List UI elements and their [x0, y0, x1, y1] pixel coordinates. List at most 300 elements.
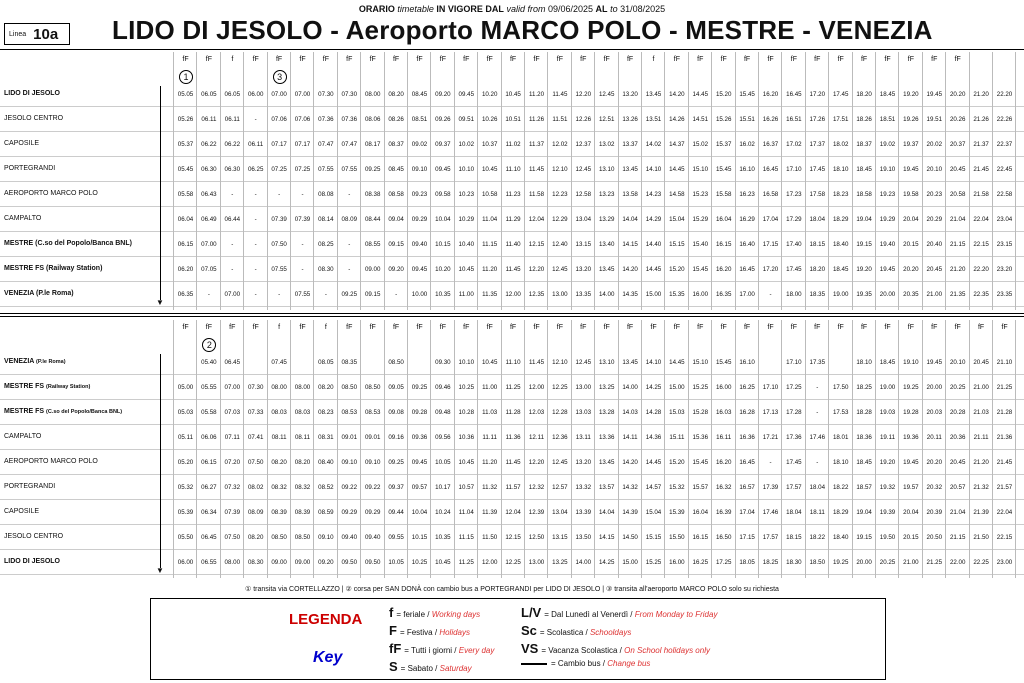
time-cell: 17.36 — [786, 434, 802, 441]
legend-en-text: From Monday to Friday — [634, 610, 718, 619]
column-divider — [501, 52, 502, 310]
time-cell: 21.45 — [996, 459, 1013, 466]
service-code: fF — [416, 324, 423, 331]
service-code: fF — [486, 324, 493, 331]
column-divider — [173, 52, 174, 310]
time-cell: 10.45 — [435, 559, 451, 566]
time-cell: - — [395, 291, 398, 298]
time-cell: 14.00 — [575, 559, 592, 566]
service-code: fF — [626, 56, 634, 63]
time-cell: 06.34 — [201, 509, 217, 516]
time-cell: 18.45 — [856, 166, 872, 173]
column-divider — [969, 320, 970, 578]
time-cell: 16.36 — [739, 434, 755, 441]
time-cell: 14.00 — [598, 291, 615, 298]
time-cell: 21.20 — [949, 266, 966, 273]
row-divider — [0, 424, 1024, 425]
time-cell: 14.32 — [622, 484, 638, 491]
time-cell: 15.50 — [669, 534, 685, 541]
time-cell: 21.39 — [973, 509, 989, 516]
time-cell: 18.04 — [809, 216, 826, 223]
column-divider — [758, 320, 759, 578]
time-cell: 19.20 — [856, 266, 872, 273]
time-cell: 06.00 — [247, 91, 264, 98]
column-divider — [454, 320, 455, 578]
service-code: fF — [509, 324, 517, 331]
time-cell: 08.20 — [247, 534, 264, 541]
orario-label: ORARIO — [358, 4, 395, 14]
time-cell: 06.15 — [177, 241, 194, 248]
stop-name — [4, 458, 98, 465]
time-cell: 13.20 — [622, 91, 638, 98]
service-code: fF — [673, 56, 680, 63]
time-cell: 13.40 — [598, 241, 615, 248]
page-title: LIDO DI JESOLO - Aeroporto MARCO POLO - MESTRE - VENEZIA — [112, 15, 933, 45]
change-bus-line-icon — [521, 663, 547, 665]
service-code: fF — [439, 56, 446, 63]
column-divider — [454, 52, 455, 310]
column-divider — [664, 52, 665, 310]
service-code: fF — [463, 324, 470, 331]
stop-name — [4, 358, 66, 365]
service-code: fF — [322, 56, 329, 63]
time-cell: 16.37 — [762, 141, 779, 148]
legend-it-text: = Vacanza Scolastica / — [541, 646, 622, 655]
column-divider — [735, 52, 736, 310]
service-code: fF — [954, 56, 961, 63]
service-code: fF — [860, 56, 868, 63]
time-cell: 15.20 — [669, 459, 685, 466]
column-divider — [384, 320, 385, 578]
time-cell: 09.20 — [388, 266, 404, 273]
time-cell: 20.10 — [949, 359, 966, 366]
time-cell: 15.00 — [645, 291, 662, 298]
time-cell: 08.32 — [271, 484, 287, 491]
stop-name — [4, 115, 63, 122]
time-cell: 08.45 — [411, 91, 428, 98]
legend-item — [521, 641, 710, 656]
row-divider — [0, 181, 1024, 182]
time-cell: 22.15 — [973, 241, 989, 248]
time-cell: 05.03 — [177, 409, 194, 416]
time-cell: 13.02 — [598, 141, 615, 148]
time-cell: 07.00 — [271, 91, 287, 98]
service-code: fF — [299, 56, 306, 63]
time-cell: 17.15 — [762, 241, 779, 248]
note-marker: 2 — [202, 338, 216, 352]
row-divider — [0, 281, 1024, 282]
time-cell: 13.45 — [598, 266, 615, 273]
time-cell: 08.44 — [364, 216, 381, 223]
stop-name — [4, 558, 60, 565]
time-cell: 16.23 — [739, 191, 755, 198]
service-code: fF — [884, 56, 891, 63]
time-cell: 18.10 — [832, 166, 849, 173]
time-cell: 09.15 — [364, 291, 381, 298]
time-cell: 09.23 — [411, 191, 428, 198]
time-cell: 07.39 — [224, 509, 241, 516]
time-cell: 11.04 — [482, 216, 498, 223]
time-cell: 18.20 — [809, 266, 826, 273]
time-cell: 08.06 — [364, 116, 381, 123]
time-cell: 06.05 — [201, 91, 217, 98]
time-cell: 15.02 — [692, 141, 709, 148]
time-cell: 09.29 — [411, 216, 428, 223]
time-cell: 14.15 — [622, 241, 638, 248]
stop-name-text: MESTRE FS (Railway Station) — [4, 265, 103, 272]
service-code: fF — [697, 324, 704, 331]
column-divider — [571, 320, 572, 578]
time-cell: 21.35 — [949, 291, 966, 298]
column-divider — [711, 52, 712, 310]
validity-line — [0, 4, 1024, 14]
stop-name-suffix: (Railway Station) — [46, 384, 91, 390]
row-divider — [0, 399, 1024, 400]
time-cell: 08.52 — [318, 484, 334, 491]
time-cell: 11.25 — [505, 384, 521, 391]
time-cell: 13.32 — [575, 484, 592, 491]
time-cell: 15.36 — [692, 434, 709, 441]
time-cell: 16.20 — [762, 91, 779, 98]
time-cell: 08.31 — [318, 434, 334, 441]
time-cell: 20.45 — [949, 459, 966, 466]
column-divider — [243, 320, 244, 578]
stop-name — [4, 290, 74, 297]
time-cell: 08.08 — [318, 191, 334, 198]
time-cell: 10.10 — [458, 166, 475, 173]
stop-name — [4, 140, 39, 147]
time-cell: 08.00 — [364, 91, 381, 98]
legend-item — [389, 659, 472, 674]
time-cell: 09.30 — [435, 359, 451, 366]
time-cell: 22.20 — [973, 266, 989, 273]
service-code: fF — [650, 324, 657, 331]
time-cell: 09.25 — [388, 459, 404, 466]
time-cell: 20.00 — [856, 559, 872, 566]
stop-name — [4, 508, 39, 515]
time-cell: 18.30 — [786, 559, 802, 566]
time-cell: 20.45 — [973, 359, 989, 366]
time-cell: 12.02 — [552, 141, 568, 148]
stop-name-text: PORTEGRANDI — [4, 483, 56, 490]
time-cell: 06.11 — [224, 116, 240, 123]
time-cell: 20.20 — [949, 91, 966, 98]
time-cell: 14.25 — [598, 559, 615, 566]
service-code: fF — [229, 324, 236, 331]
time-cell: 17.45 — [786, 266, 802, 273]
time-cell: 13.58 — [622, 191, 638, 198]
time-cell: 05.32 — [177, 484, 194, 491]
time-cell: 17.13 — [762, 409, 779, 416]
time-cell: 08.00 — [271, 384, 287, 391]
time-cell: 17.45 — [786, 459, 802, 466]
column-divider — [945, 320, 946, 578]
time-cell: 11.32 — [482, 484, 498, 491]
time-cell: 22.37 — [996, 141, 1013, 148]
time-cell: 16.20 — [715, 266, 732, 273]
time-cell: 10.45 — [481, 166, 498, 173]
time-cell: 16.10 — [739, 359, 755, 366]
time-cell: 06.44 — [224, 216, 241, 223]
time-cell: 10.35 — [435, 534, 451, 541]
time-cell: 07.36 — [318, 116, 334, 123]
stop-name-suffix: (C.so del Popolo/Banca BNL) — [46, 409, 123, 415]
legend-it-text: = Scolastica / — [539, 628, 588, 637]
time-cell: 09.55 — [388, 534, 404, 541]
service-code: fF — [603, 56, 610, 63]
time-cell: 15.58 — [715, 191, 732, 198]
time-cell: 19.50 — [879, 534, 896, 541]
time-cell: 07.11 — [224, 434, 240, 441]
time-cell: 15.00 — [669, 384, 685, 391]
time-cell: 12.04 — [505, 509, 521, 516]
time-cell: 09.40 — [341, 534, 358, 541]
service-code: fF — [416, 56, 423, 63]
time-cell: 10.15 — [435, 241, 451, 248]
time-cell: 20.15 — [903, 534, 919, 541]
time-cell: 18.50 — [809, 559, 826, 566]
time-cell: 18.04 — [809, 484, 826, 491]
time-cell: 16.04 — [715, 216, 732, 223]
time-cell: 15.23 — [692, 191, 709, 198]
time-cell: 19.45 — [903, 459, 919, 466]
time-cell: 09.45 — [411, 459, 428, 466]
service-code: fF — [392, 324, 400, 331]
time-cell: 09.57 — [411, 484, 428, 491]
service-code: f — [652, 56, 655, 63]
time-cell: 17.29 — [786, 216, 802, 223]
time-cell: 10.00 — [411, 291, 428, 298]
column-divider — [805, 320, 806, 578]
time-cell: 16.25 — [692, 559, 709, 566]
service-code: fF — [556, 324, 563, 331]
column-divider — [220, 320, 221, 578]
legend-code: Sc — [521, 623, 537, 638]
time-cell: 08.17 — [364, 141, 381, 148]
time-cell: 21.04 — [949, 509, 966, 516]
time-cell: 11.45 — [505, 266, 521, 273]
time-cell: 07.30 — [318, 91, 334, 98]
line-number: 10a — [33, 25, 59, 43]
legend-en-text: Holidays — [439, 628, 470, 637]
row-divider — [0, 156, 1024, 157]
time-cell: 08.40 — [318, 459, 334, 466]
time-cell: 19.32 — [879, 484, 896, 491]
time-cell: 12.39 — [528, 509, 545, 516]
time-cell: 19.04 — [856, 509, 872, 516]
time-cell: 14.04 — [598, 509, 615, 516]
time-cell: 10.57 — [458, 484, 475, 491]
time-cell: 12.03 — [528, 409, 545, 416]
service-code: fF — [767, 324, 774, 331]
time-cell: 16.20 — [715, 459, 732, 466]
time-cell: 19.15 — [856, 241, 872, 248]
time-cell: 16.57 — [739, 484, 755, 491]
time-cell: 11.20 — [528, 91, 545, 98]
service-code: fF — [790, 324, 797, 331]
time-cell: 16.50 — [715, 534, 732, 541]
time-cell: 20.20 — [926, 459, 943, 466]
time-cell: 12.50 — [528, 534, 545, 541]
time-cell: 18.25 — [856, 384, 872, 391]
time-cell: 13.10 — [598, 166, 615, 173]
time-cell: 08.39 — [294, 509, 311, 516]
time-cell: 20.57 — [949, 484, 966, 491]
column-divider — [641, 52, 642, 310]
time-cell: 07.00 — [201, 241, 217, 248]
time-cell: 16.40 — [739, 241, 755, 248]
row-divider — [0, 231, 1024, 232]
time-cell: 11.57 — [505, 484, 521, 491]
row-divider — [0, 449, 1024, 450]
time-cell: 09.00 — [364, 266, 381, 273]
time-cell: 18.40 — [832, 534, 849, 541]
time-cell: 09.04 — [388, 216, 404, 223]
time-cell: 17.04 — [762, 216, 779, 223]
time-cell: 06.11 — [201, 116, 217, 123]
column-divider — [337, 320, 338, 578]
service-code: fF — [814, 324, 821, 331]
time-cell: 09.36 — [411, 434, 428, 441]
line-label: Linea — [9, 30, 27, 38]
time-cell: - — [278, 291, 281, 298]
time-cell: 11.40 — [505, 241, 521, 248]
return-timetable — [0, 318, 1024, 580]
service-code: fF — [790, 56, 797, 63]
time-cell: 05.58 — [177, 191, 194, 198]
time-cell: 12.20 — [528, 266, 545, 273]
time-cell: 16.04 — [692, 509, 709, 516]
row-divider — [0, 306, 1024, 307]
time-cell: 16.26 — [762, 116, 779, 123]
service-code: fF — [1001, 324, 1008, 331]
time-cell: 09.45 — [435, 166, 451, 173]
time-cell: - — [816, 409, 819, 416]
time-cell: 14.26 — [669, 116, 685, 123]
time-cell: 15.40 — [692, 241, 709, 248]
time-cell: - — [254, 191, 257, 198]
time-cell: 09.22 — [364, 484, 381, 491]
service-code: fF — [346, 324, 353, 331]
service-code: fF — [509, 56, 517, 63]
time-cell: 12.45 — [552, 266, 568, 273]
time-cell: 13.29 — [598, 216, 615, 223]
time-cell: 20.25 — [949, 384, 966, 391]
legend-code: f — [389, 605, 394, 620]
service-code: fF — [533, 56, 540, 63]
time-cell: 08.50 — [388, 359, 404, 366]
time-cell: 08.30 — [318, 266, 334, 273]
time-cell: 08.50 — [271, 534, 287, 541]
time-cell: 10.15 — [411, 534, 428, 541]
time-cell: 15.11 — [669, 434, 685, 441]
service-code: fF — [743, 56, 751, 63]
time-cell: 19.10 — [879, 166, 896, 173]
time-cell: - — [254, 116, 257, 123]
time-cell: 15.26 — [715, 116, 732, 123]
service-code: fF — [463, 56, 470, 63]
time-cell: 23.00 — [996, 559, 1013, 566]
time-cell: 18.40 — [832, 241, 849, 248]
time-cell: 11.00 — [482, 384, 498, 391]
service-code: fF — [603, 324, 610, 331]
time-cell: 15.45 — [739, 91, 755, 98]
time-cell: 17.20 — [762, 266, 779, 273]
stop-name-text: AEROPORTO MARCO POLO — [4, 190, 98, 197]
time-cell: 18.01 — [832, 434, 849, 441]
time-cell: 06.45 — [224, 359, 241, 366]
time-cell: 15.57 — [692, 484, 709, 491]
stop-name — [4, 533, 63, 540]
time-cell: 19.04 — [856, 216, 872, 223]
time-cell: 08.03 — [294, 409, 311, 416]
time-cell: 16.00 — [669, 559, 685, 566]
column-divider — [524, 320, 525, 578]
time-cell: 06.49 — [201, 216, 217, 223]
time-cell: 12.23 — [552, 191, 568, 198]
time-cell: 12.58 — [575, 191, 592, 198]
time-cell: 18.45 — [856, 459, 872, 466]
time-cell: 11.37 — [528, 141, 545, 148]
time-cell: 07.39 — [294, 216, 311, 223]
stop-name-text: CAPOSILE — [4, 140, 40, 147]
time-cell: 21.00 — [903, 559, 919, 566]
time-cell: 16.45 — [739, 266, 755, 273]
column-divider — [477, 320, 478, 578]
time-cell: 13.45 — [598, 459, 615, 466]
column-divider — [477, 52, 478, 310]
service-code: fF — [252, 324, 259, 331]
time-cell: 09.29 — [341, 509, 358, 516]
al-label: AL — [595, 4, 608, 14]
time-cell: 12.45 — [598, 91, 615, 98]
legend-key-title: Key — [313, 649, 343, 666]
time-cell: 18.11 — [809, 509, 825, 516]
stop-name — [4, 215, 41, 222]
time-cell: 16.00 — [692, 291, 709, 298]
time-cell: 20.50 — [926, 534, 943, 541]
time-cell: - — [207, 291, 210, 298]
stop-name — [4, 383, 90, 390]
time-cell: 14.39 — [622, 509, 638, 516]
time-cell: 17.35 — [809, 359, 826, 366]
time-cell: 05.39 — [177, 509, 194, 516]
legend-en-text: On School holidays only — [624, 646, 710, 655]
time-cell: 06.25 — [247, 166, 264, 173]
time-cell: 07.39 — [271, 216, 287, 223]
time-cell: 08.23 — [318, 409, 334, 416]
service-code: fF — [954, 324, 961, 331]
time-cell: 11.45 — [528, 359, 545, 366]
time-cell: 18.25 — [762, 559, 779, 566]
time-cell: 20.23 — [926, 191, 943, 198]
time-cell: 19.15 — [856, 534, 872, 541]
time-cell: 21.11 — [973, 434, 989, 441]
time-cell: 07.50 — [224, 534, 241, 541]
time-cell: 10.10 — [458, 359, 475, 366]
column-divider — [571, 52, 572, 310]
time-cell: 12.51 — [598, 116, 615, 123]
time-cell: 06.00 — [177, 559, 194, 566]
time-cell: 10.45 — [481, 359, 498, 366]
stop-name-text: LIDO DI JESOLO — [4, 558, 61, 565]
time-cell: 21.26 — [973, 116, 989, 123]
time-cell: 14.28 — [645, 409, 662, 416]
time-cell: 20.03 — [926, 409, 943, 416]
time-cell: 18.58 — [856, 191, 872, 198]
time-cell: 09.10 — [341, 459, 358, 466]
time-cell: 21.45 — [973, 166, 989, 173]
